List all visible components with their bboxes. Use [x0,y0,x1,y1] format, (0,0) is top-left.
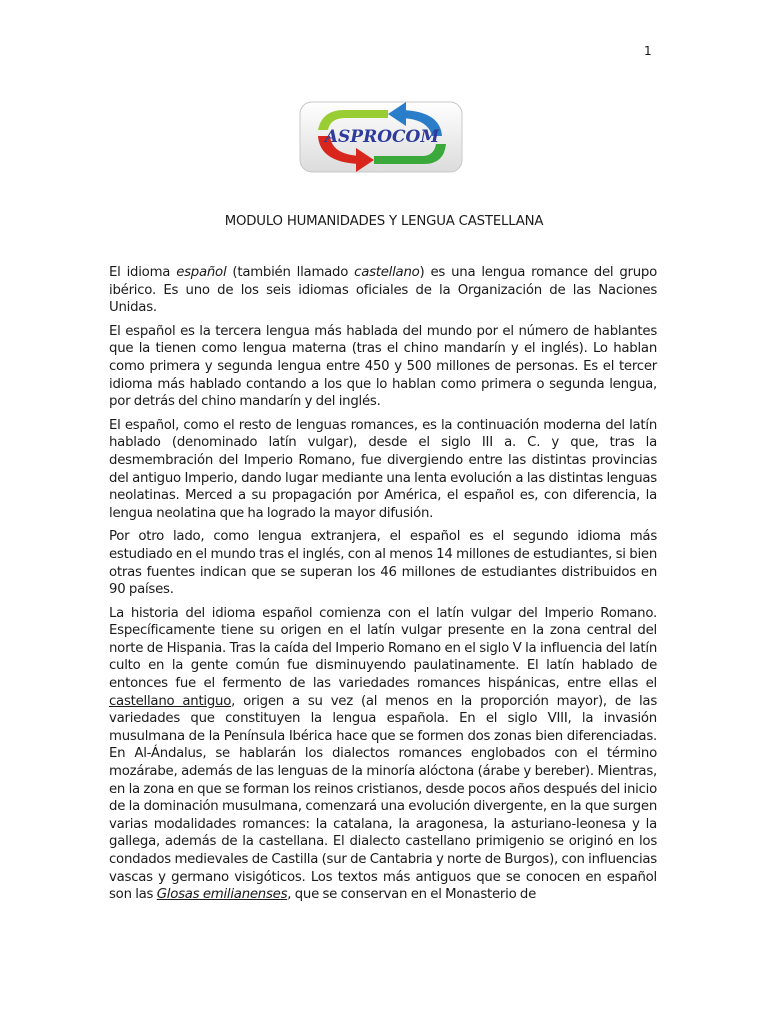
p5-text-a: La historia del idioma español comienza con el latín vulgar del Imperio Romano. Específicamente tiene su origen en el latín vulgar presente en la zona central del norte de Hispania. Tras la caída del Imperio Romano en el siglo V la influencia del latín culto en la gente común fue disminuyendo paulatinamente. El latín hablado de entonces fue el fermento de las variedades romances hispánicas, entre ellas el [109,605,657,692]
paragraph-4: Por otro lado, como lengua extranjera, el español es el segundo idioma más estudiado en el mundo tras el inglés, con al menos 14 millones de estudiantes, si bien otras fuentes indican que se superan los 46 millones de estudiantes distribuidos en 90 países. [109,529,657,598]
p1-italic-espanol: español [176,265,227,280]
page-number: 1 [644,44,652,58]
asprocom-logo [294,94,470,180]
logo-graphic [294,94,470,180]
link-castellano-antiguo[interactable]: castellano antiguo [109,693,232,709]
document-body [109,264,657,910]
p1-text-e: ) es una lengua romance del grupo ibérico. Es uno de los seis idiomas oficiales de la Organización de las Naciones Unidas. [109,265,657,316]
p1-italic-castellano: castellano [354,265,420,280]
paragraph-5 [109,605,657,904]
p5-text-c: , origen a su vez (al menos en la proporción mayor), de las variedades que constituyen la lengua española. En el siglo VIII, la invasión musulmana de la Península Ibérica hace que se formen dos zonas bien diferenciadas. En Al-Ándalus, se hablarán los dialectos romances englobados con el término mozárabe, además de las lenguas de la minoría alóctona (árabe y bereber). Mientras, en la zona en que se forman los reinos cristianos, desde pocos años después del inicio de la dominación musulmana, comenzará una evolución divergente, en la que surgen varias modalidades romances: la catalana, la aragonesa, la asturiano-leonesa y la gallega, además de la castellana. El dialecto castellano primigenio se originó en los condados medievales de Castilla (sur de Cantabria y norte de Burgos), con influencias vascas y germano visigóticos. Los textos más antiguos que se conocen en español son las [109,693,658,903]
p5-text-e: , que se conservan en el Monasterio de [287,887,537,903]
paragraph-2: El español es la tercera lengua más hablada del mundo por el número de hablantes que la tienen como lengua materna (tras el chino mandarín y el inglés). Lo hablan como primera y segunda lengua entre 450 y 500 millones de personas. Es el tercer idioma más hablado contando a los que lo hablan como primera o segunda lengua, por detrás del chino mandarín y del inglés. [109,323,657,410]
paragraph-3: El español, como el resto de lenguas romances, es la continuación moderna del latín hablado (denominado latín vulgar), desde el siglo III a. C. y que, tras la desmembración del Imperio Romano, fue divergiendo entre las distintas provincias del antiguo Imperio, dando lugar mediante una lenta evolución a las distintas lenguas neolatinas. Merced a su propagación por América, el español es, con diferencia, la lengua neolatina que ha logrado la mayor difusión. [109,417,657,521]
paragraph-1 [109,264,657,317]
link-glosas-emilianenses[interactable]: Glosas emilianenses [156,887,288,903]
document-title: MODULO HUMANIDADES Y LENGUA CASTELLANA [224,214,544,229]
p1-text-c: (también llamado [226,265,355,280]
logo-text: ASPROCOM [324,127,440,147]
p1-text-a: El idioma [109,265,177,280]
